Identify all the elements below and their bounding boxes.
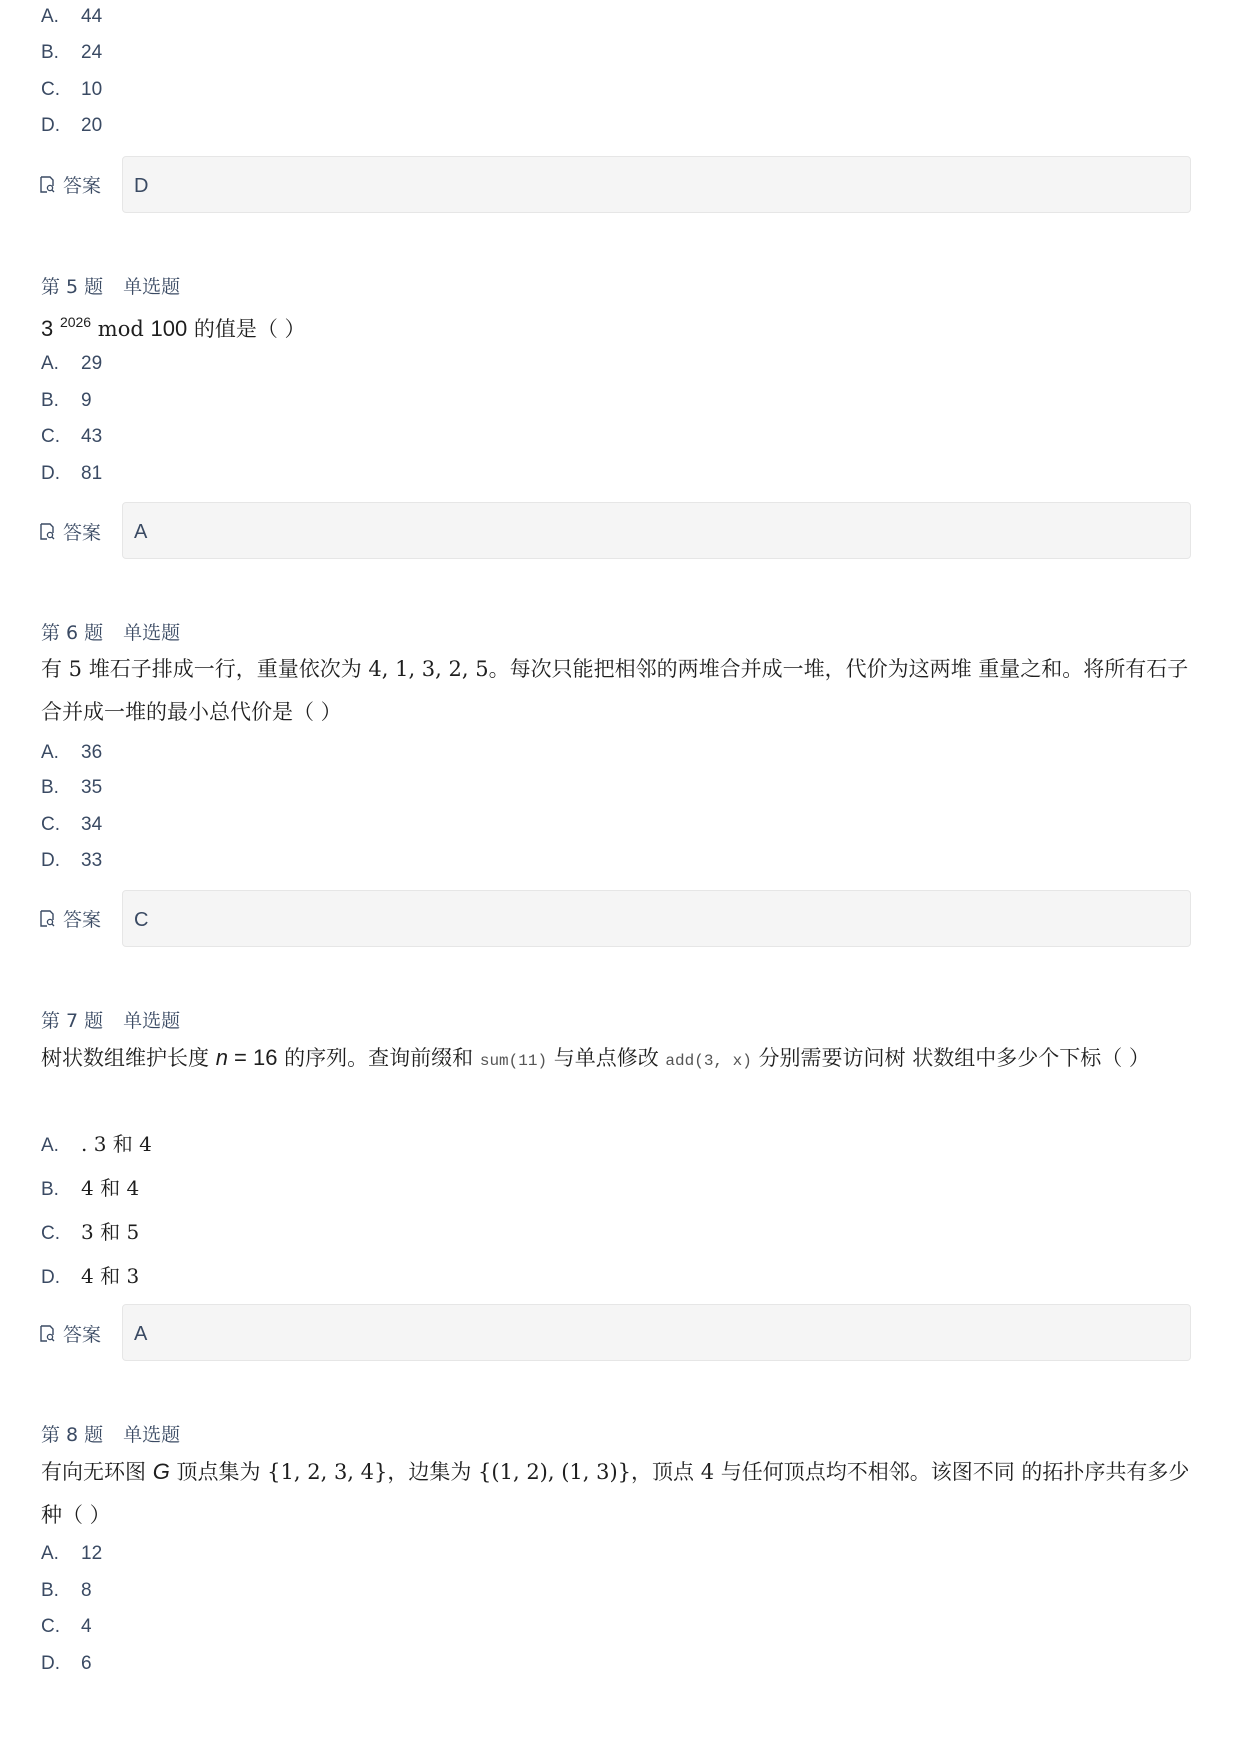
q8-option-d: D. 6 <box>41 1653 92 1674</box>
q7-header: 第 7 题 单选题 <box>41 1010 181 1032</box>
q7-option-c: C. 3 和 5 <box>41 1220 140 1244</box>
q8-header: 第 8 题 单选题 <box>41 1424 181 1446</box>
q6-option-d: D. 33 <box>41 850 103 871</box>
q8-option-a: A. 12 <box>41 1543 103 1564</box>
q7-option-d: D. 4 和 3 <box>41 1264 140 1288</box>
q8-option-b: B. 8 <box>41 1580 92 1601</box>
q6-header: 第 6 题 单选题 <box>41 622 181 644</box>
q6-answer-box: C <box>122 890 1191 947</box>
q7-answer-label: 答案 <box>40 1320 101 1347</box>
q7-option-b: B. 4 和 4 <box>41 1176 140 1200</box>
q7-answer-box: A <box>122 1304 1191 1361</box>
q8-stem: 有向无环图 G 顶点集为 {1, 2, 3, 4}，边集为 {(1, 2), (1, 3)}，顶点 4 与任何顶点均不相邻。该图不同 的拓扑序共有多少种（ ） <box>41 1459 1190 1527</box>
q7-stem: 树状数组维护长度 n = 16 的序列。查询前缀和 sum(11) 与单点修改 add(3, x) 分别需要访问树 状数组中多少个下标（ ） <box>41 1045 1150 1070</box>
q8-option-c: C. 4 <box>41 1616 92 1637</box>
answer-doc-icon <box>40 176 55 193</box>
q4-option-c: C. 10 <box>41 79 103 100</box>
q5-option-b: B. 9 <box>41 390 92 411</box>
answer-doc-icon <box>40 1325 55 1342</box>
q5-option-a: A. 29 <box>41 353 103 374</box>
answer-doc-icon <box>40 523 55 540</box>
q6-option-a: A. 36 <box>41 742 103 763</box>
q5-answer-box: A <box>122 502 1191 559</box>
q6-answer-label: 答案 <box>40 905 101 932</box>
q6-stem: 有 5 堆石子排成一行，重量依次为 4, 1, 3, 2, 5。每次只能把相邻的两堆合并成一堆，代价为这两堆 重量之和。将所有石子合并成一堆的最小总代价是（ ） <box>41 657 1189 724</box>
q7-option-a: A. . 3 和 4 <box>41 1132 152 1156</box>
q5-stem: 3 $^{2026}$ mod 100 的值是（ ） <box>41 314 306 341</box>
q4-option-d: D. 20 <box>41 115 103 136</box>
q5-option-c: C. 43 <box>41 426 103 447</box>
q4-option-b: B. 24 <box>41 42 103 63</box>
q5-option-d: D. 81 <box>41 463 103 484</box>
answer-doc-icon <box>40 910 55 927</box>
q5-header: 第 5 题 单选题 <box>41 276 181 298</box>
q4-answer-box: D <box>122 156 1191 213</box>
q6-option-c: C. 34 <box>41 814 103 835</box>
q4-answer-label: 答案 <box>40 171 101 198</box>
q5-answer-label: 答案 <box>40 518 101 545</box>
q6-option-b: B. 35 <box>41 777 103 798</box>
q4-option-a: A. 44 <box>41 6 103 27</box>
